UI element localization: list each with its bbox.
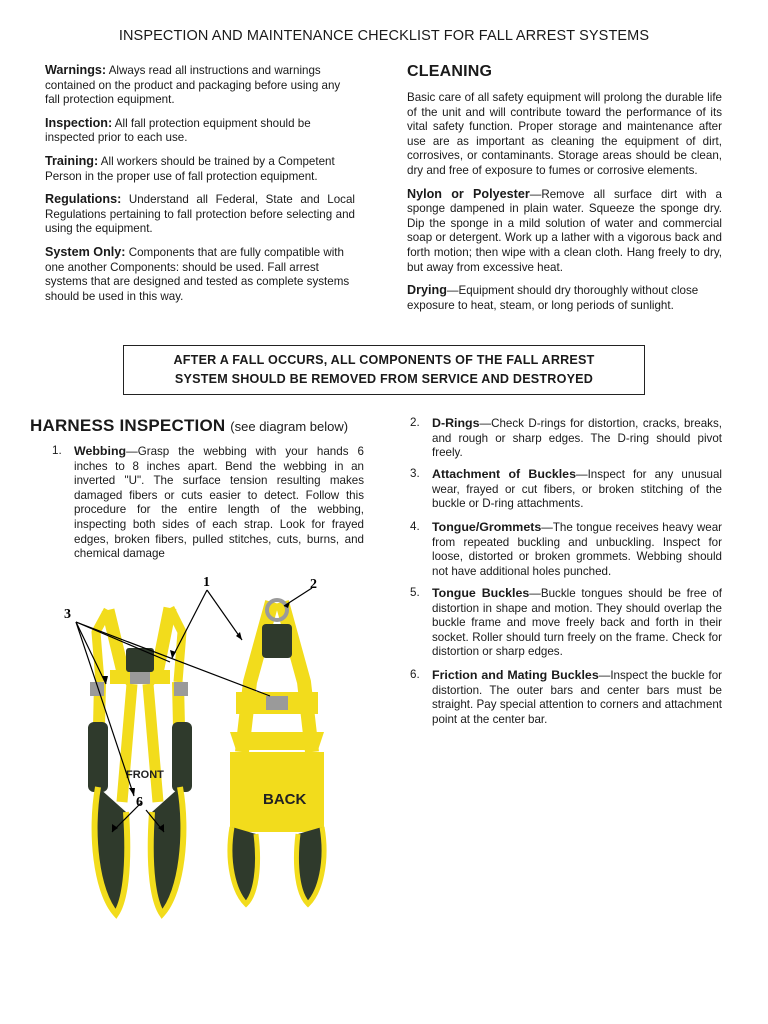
- system-only-text: Components that are fully compatible with one another Components: should be used. Fall arrest systems that are designed and tested as complete systems should be used in this way.: [45, 245, 350, 303]
- regulations-label: Regulations:: [45, 192, 122, 207]
- item-number: 1.: [52, 444, 62, 457]
- item-number: 2.: [410, 416, 420, 429]
- drying-label: Drying: [407, 283, 447, 298]
- nylon-paragraph: [407, 187, 722, 276]
- checklist-item-tongue-buckles: [410, 586, 723, 660]
- checklist-item-friction-mating-buckles: [410, 668, 722, 727]
- checklist-item-d-rings: [410, 416, 722, 461]
- page-title: INSPECTION AND MAINTENANCE CHECKLIST FOR FALL ARREST SYSTEMS: [118, 28, 650, 44]
- item-label: Webbing: [74, 444, 127, 458]
- item-label: Friction and Mating Buckles: [432, 668, 599, 682]
- front-right-side-pad: [172, 722, 192, 792]
- item-text: —Grasp the webbing with your hands 6 inches to 8 inches apart. Bend the webbing in an inverted "U". The surface tension resulting makes damaged fibers or cuts easier to detect. Follow this procedure for the entire length of the webbing, inspecting both sides of each strap. Look for frayed edges, broken fibers, pulled stitches, cuts, burns, and chemical damage: [74, 445, 364, 561]
- back-left-leg-loop: [230, 827, 258, 904]
- warnings-text: Always read all instructions and warnings contained on the product and packaging before using any fall protection equipment.: [45, 64, 341, 107]
- inspection-text: All fall protection equipment should be inspected prior to each use.: [45, 116, 311, 145]
- training-label: Training:: [45, 153, 99, 168]
- item-label: Attachment of Buckles: [432, 467, 576, 481]
- item-label: Tongue/Grommets: [432, 520, 542, 534]
- checklist-item-tongue-grommets: [410, 520, 722, 579]
- warnings-label: Warnings:: [45, 63, 107, 77]
- harness-diagram-svg: [60, 572, 350, 924]
- item-text: —The tongue receives heavy wear from repeated buckling and unbuckling. Inspect for loose, distorted or broken grommets. Webbing should not have additional holes punched.: [432, 521, 722, 578]
- inspection-paragraph: [45, 116, 355, 146]
- back-right-leg-loop: [296, 827, 324, 904]
- item-number: 6.: [410, 668, 420, 681]
- system-only-label: System Only:: [45, 244, 126, 259]
- front-left-leg-loop: [95, 787, 128, 914]
- item-label: Tongue Buckles: [432, 586, 530, 600]
- harness-diagram: [60, 572, 350, 924]
- cleaning-intro: Basic care of all safety equipment will prolong the durable life of the unit and will contribute toward the performance of its vital safety function. Proper storage and maintenance after use are as important as cleaning the equipment of dirt, corrosives, or contaminants. Storage areas should be clean, dry and free of exposure to fumes or corrosive elements.: [407, 91, 722, 177]
- training-paragraph: [45, 154, 355, 184]
- inspection-label: Inspection:: [45, 115, 113, 130]
- back-pad: [262, 624, 292, 658]
- item-label: D-Rings: [432, 416, 480, 430]
- item-number: 4.: [410, 520, 420, 533]
- harness-subtitle: (see diagram below): [230, 419, 349, 434]
- item-number: 5.: [410, 586, 420, 599]
- front-label: FRONT: [126, 769, 164, 781]
- callout-3: 3: [64, 607, 71, 622]
- harness-title: HARNESS INSPECTION: [30, 416, 226, 435]
- front-left-side-pad: [88, 722, 108, 792]
- cleaning-heading: CLEANING: [407, 63, 493, 80]
- harness-inspection-heading: [30, 416, 348, 436]
- regulations-paragraph: [45, 192, 355, 237]
- general-guidelines: [45, 63, 355, 312]
- item-text: —Inspect for any unusual wear, frayed or cut fibers, or broken stitching of the buckle or D-ring attachments.: [432, 468, 722, 511]
- back-buckle-icon: [266, 696, 288, 710]
- warnings-paragraph: [45, 63, 355, 108]
- nylon-label: Nylon or Polyester: [407, 186, 530, 201]
- item-text: —Check D-rings for distortion, cracks, breaks, and rough or sharp edges. The D-ring should pivot freely.: [432, 417, 722, 460]
- nylon-text: —Remove all surface dirt with a sponge dampened in plain water. Squeeze the sponge dry. Dip the sponge in a mild solution of water and commercial soap or detergent. Work up a lather with a vigorous back and forth motion; then wipe with a clean cloth. Hang freely to dry, but away from excessive heat.: [407, 187, 722, 274]
- item-text: —Inspect the buckle for distortion. The outer bars and center bars must be straight. Pay special attention to corners and attachment point at the center bar.: [432, 669, 722, 726]
- notice-line-2: SYSTEM SHOULD BE REMOVED FROM SERVICE AND DESTROYED: [174, 372, 594, 386]
- training-text: All workers should be trained by a Competent Person in the proper use of fall protection equipment.: [45, 154, 335, 183]
- callout-6: 6: [136, 795, 143, 810]
- checklist-item-attachment-of-buckles: [410, 467, 722, 512]
- drying-text: —Equipment should dry thoroughly without close exposure to heat, steam, or long periods of sunlight.: [407, 284, 699, 312]
- back-label: BACK: [263, 791, 307, 808]
- checklist-item-webbing: [52, 444, 364, 562]
- front-right-leg-loop: [151, 787, 184, 914]
- drying-paragraph: [407, 283, 722, 313]
- chest-buckle-icon: [130, 672, 150, 684]
- front-chest-pad: [126, 648, 154, 672]
- front-harness: [88, 608, 192, 914]
- back-harness: [230, 600, 324, 904]
- regulations-text: Understand all Federal, State and Local Regulations pertaining to fall protection before selecting and using the equipment.: [45, 193, 355, 236]
- system-only-paragraph: [45, 245, 355, 304]
- after-fall-notice: [123, 345, 645, 395]
- callout-1: 1: [203, 575, 210, 590]
- item-number: 3.: [410, 467, 420, 480]
- cleaning-section: [407, 63, 722, 321]
- notice-line-1: AFTER A FALL OCCURS, ALL COMPONENTS OF THE FALL ARREST: [173, 353, 595, 367]
- callout-2: 2: [310, 577, 317, 592]
- item-text: —Buckle tongues should be free of distortion in shape and motion. They should overlap the buckle frame and move freely back and forth in their socket. Roller should turn freely on the frame. Check for distortion or sharp edges.: [432, 587, 723, 659]
